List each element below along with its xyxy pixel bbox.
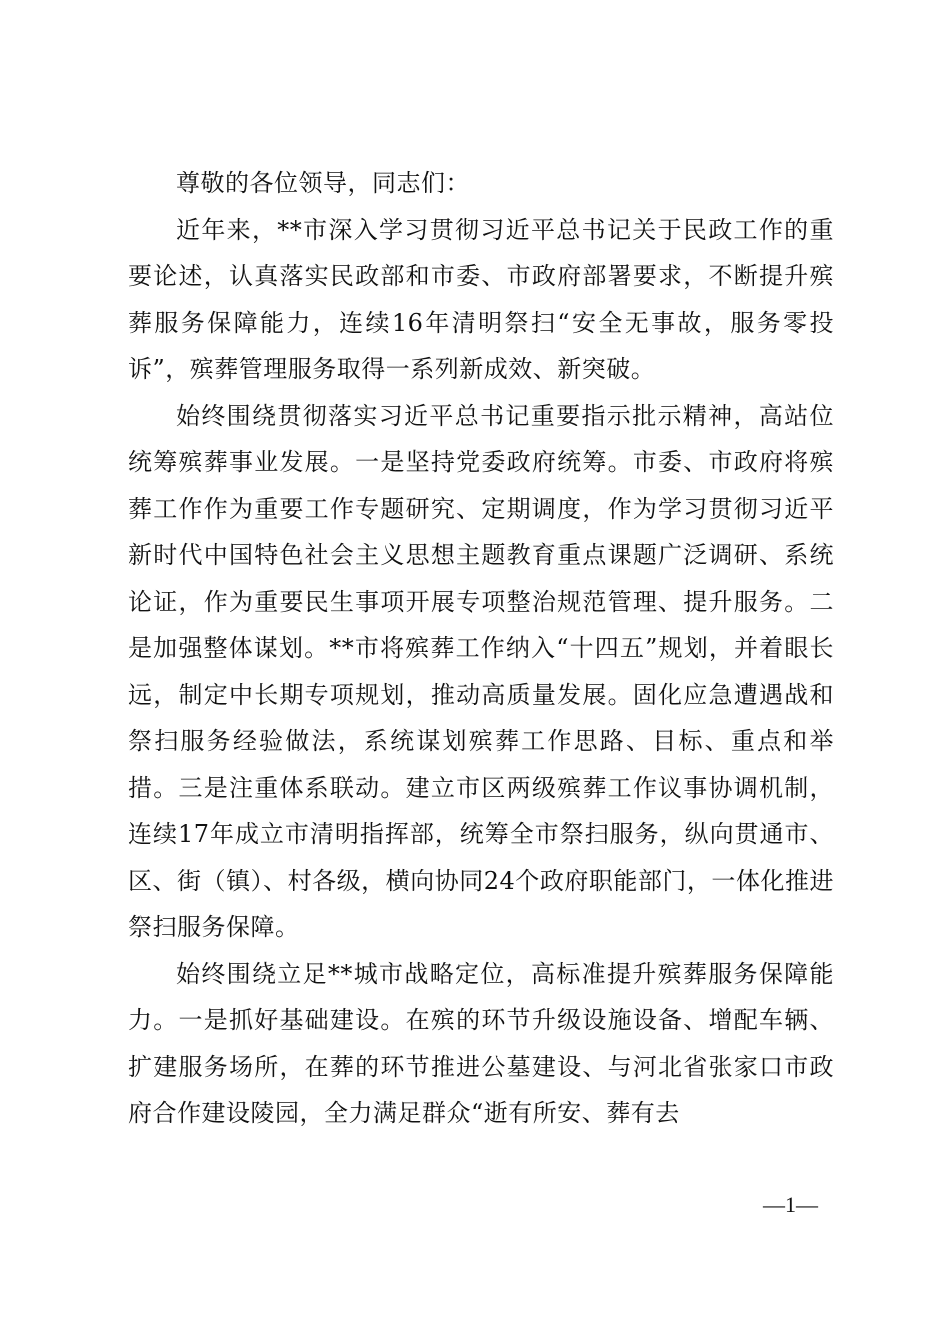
paragraph-service-capacity: 始终围绕立足**城市战略定位，高标准提升殡葬服务保障能力。一是抓好基础建设。在殡的环节升级设施设备、增配车辆、扩建服务场所，在葬的环节推进公墓建设、与河北省张家口市政府合作建设陵园，全力满足群众“逝有所安、葬有去 [128, 959, 834, 1127]
paragraph-overall-planning: 始终围绕贯彻落实习近平总书记重要指示批示精神，高站位统筹殡葬事业发展。一是坚持党委政府统筹。市委、市政府将殡葬工作作为重要工作专题研究、定期调度，作为学习贯彻习近平新时代中国特色社会主义思想主题教育重点课题广泛调研、系统论证，作为重要民生事项开展专项整治规范管理、提升服务。二是加强整体谋划。**市将殡葬工作纳入“十四五”规划，并着眼长远，制定中长期专项规划，推动高质量发展。固化应急遭遇战和祭扫服务经验做法，系统谋划殡葬工作思路、目标、重点和举措。三是注重体系联动。建立市区两级殡葬工作议事协调机制，连续17年成立市清明指挥部，统筹全市祭扫服务，纵向贯通市、区、街（镇）、村各级，横向协同24个政府职能部门，一体化推进祭扫服务保障。 [128, 401, 834, 941]
page-number-dash-left: — [763, 1192, 785, 1217]
page-footer [763, 1190, 818, 1220]
page-number: 1 [785, 1192, 796, 1217]
document-body [128, 160, 834, 1137]
page-number-dash-right: — [796, 1192, 818, 1217]
salutation: 尊敬的各位领导，同志们： [176, 169, 470, 197]
paragraph-intro: 近年来，**市深入学习贯彻习近平总书记关于民政工作的重要论述，认真落实民政部和市委、市政府部署要求，不断提升殡葬服务保障能力，连续16年清明祭扫“安全无事故，服务零投诉”，殡葬管理服务取得一系列新成效、新突破。 [128, 215, 834, 383]
